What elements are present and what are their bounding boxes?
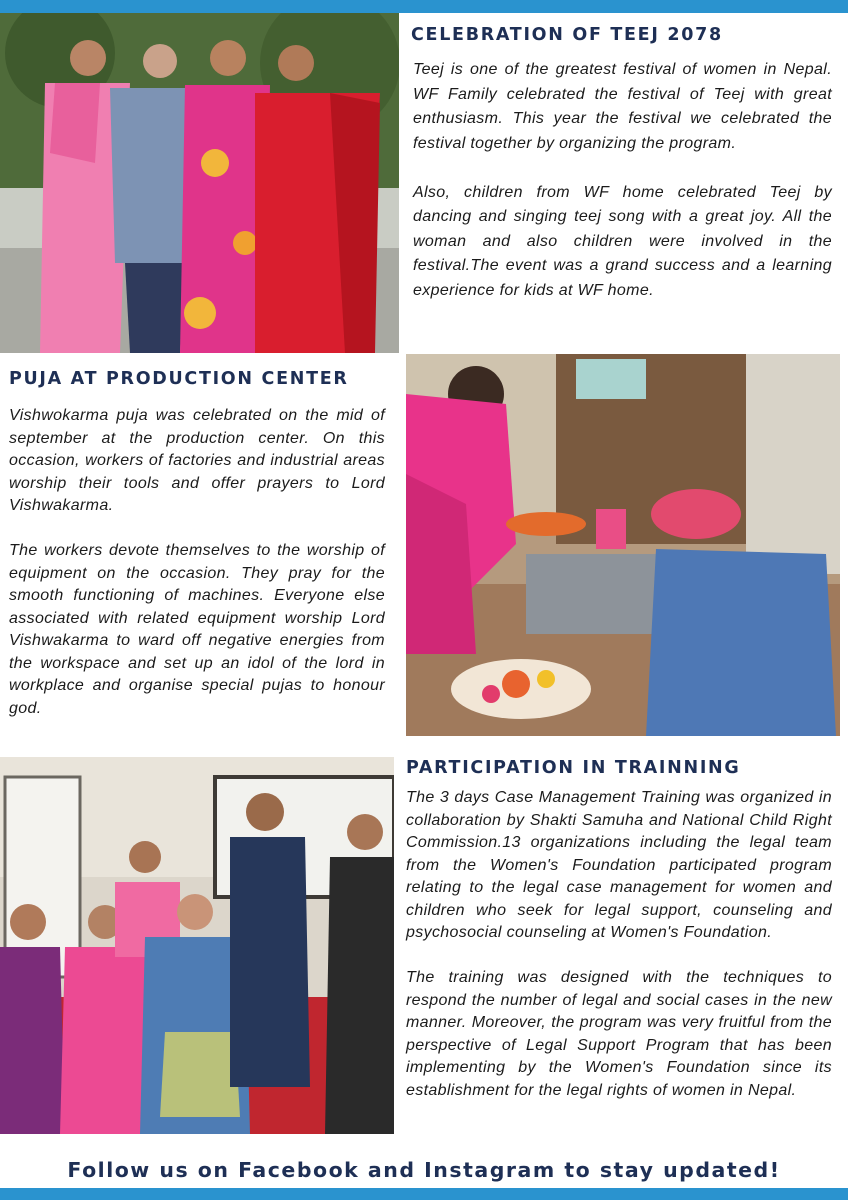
teej-group-photo (0, 13, 399, 353)
puja-section-title: PUJA AT PRODUCTION CENTER (9, 369, 349, 389)
teej-section-title: CELEBRATION OF TEEJ 2078 (411, 25, 723, 45)
puja-paragraph-1: Vishwokarma puja was celebrated on the mid of september at the production center. On this occasion, workers of factories and industrial areas worship their tools and offer prayers to Lord Vishwakarma. (9, 407, 385, 514)
puja-paragraph-2: The workers devote themselves to the worship of equipment on the occasion. They pray for the smooth functioning of machines. Everyone else associated with related equipment worship Lord Vishwakarma to ward off negative energies from the workspace and set up an idol of the lord in workplace and organise special pujas to honour god. (9, 542, 385, 717)
training-group-photo (0, 757, 394, 1134)
puja-section-body (9, 405, 385, 720)
teej-paragraph-1: Teej is one of the greatest festival of women in Nepal. WF Family celebrated the festival of Teej with great enthusiasm. This year the festival we celebrated the festival together by organizing the program. (413, 61, 832, 152)
bottom-accent-bar (0, 1188, 848, 1200)
training-section-title: PARTICIPATION IN TRAINNING (406, 758, 741, 778)
top-accent-bar (0, 0, 848, 13)
training-paragraph-1: The 3 days Case Management Training was organized in collaboration by Shakti Samuha and National Child Right Commission.13 organizations including the legal team from the Women's Foundation participated program relating to the legal case management for women and children who seek for legal support, counseling and psychosocial counseling at Women's Foundation. (406, 789, 832, 941)
training-paragraph-2: The training was designed with the techniques to respond the number of legal and social cases in the new manner. Moreover, the program was very fruitful from the perspective of Legal Support Program that has been implementing by the Women's Foundation since its establishment for the legal rights of women in Nepal. (406, 969, 832, 1099)
teej-section-body (413, 58, 832, 303)
social-follow-footer: Follow us on Facebook and Instagram to stay updated! (67, 1158, 781, 1182)
puja-ceremony-photo (406, 354, 840, 736)
training-section-body (406, 787, 832, 1102)
teej-paragraph-2: Also, children from WF home celebrated Teej by dancing and singing teej song with a great joy. All the woman and also children were involved in the festival.The event was a grand success and a learning experience for kids at WF home. (413, 183, 832, 299)
